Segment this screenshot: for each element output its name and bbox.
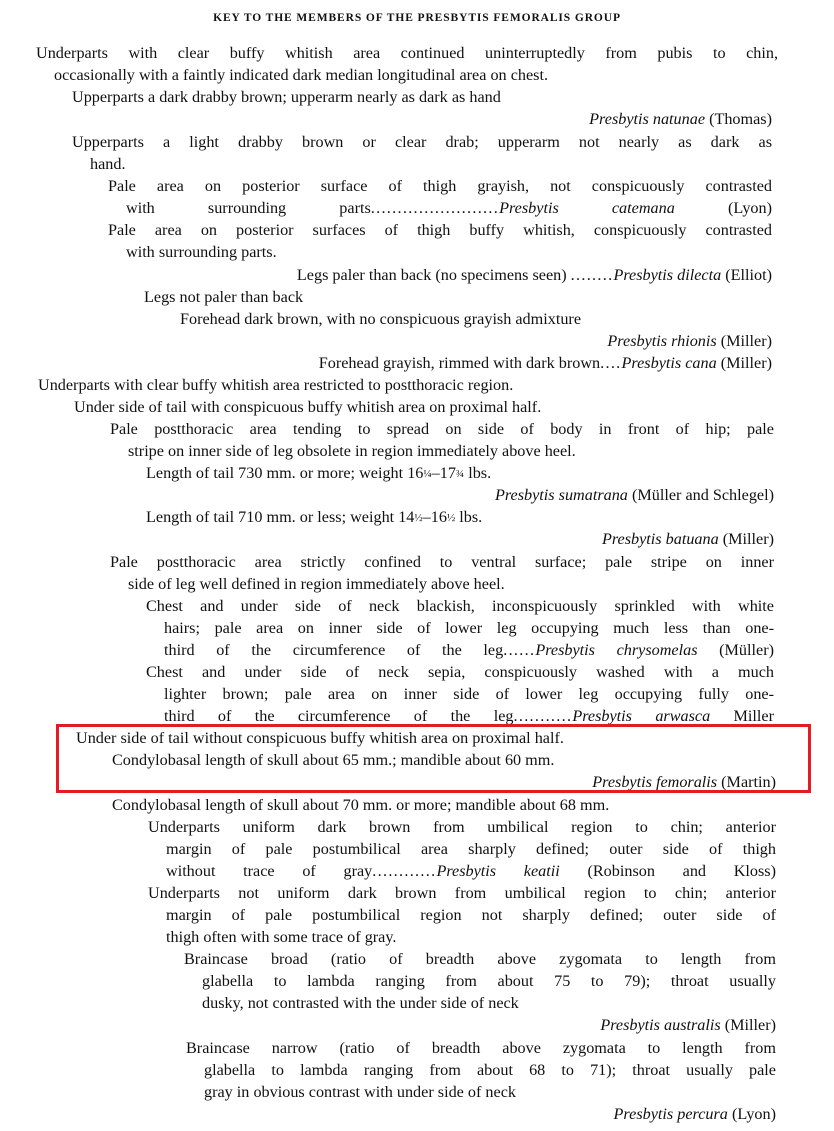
species-name: Presbytis arwasca: [572, 707, 711, 726]
key-line: Underparts uniform dark brown from umbilical region to chin; anterior: [148, 818, 776, 836]
key-line: stripe on inner side of leg obsolete in region immediately above heel.: [128, 442, 576, 460]
species-line: [146, 528, 774, 550]
dot-leader: ........................: [370, 199, 500, 217]
key-entry-tail-710: [146, 506, 774, 550]
key-line: Condylobasal length of skull about 65 mm.; mandible about 60 mm.: [112, 751, 555, 769]
key-line: lighter brown; pale area on inner side of lower leg occupying fully one-: [164, 685, 774, 703]
species-line: [144, 264, 772, 286]
key-line: gray in obvious contrast with under side of neck: [204, 1083, 516, 1102]
key-entry-upperparts-light: [72, 131, 772, 153]
dot-leader: ............: [372, 862, 437, 881]
key-entry-legs-paler: [144, 264, 772, 286]
species-line: [180, 352, 772, 374]
species-name: Presbytis batuana: [601, 530, 719, 549]
species-line: [202, 1014, 776, 1036]
key-entry-condylobasal-70: [112, 794, 792, 816]
key-entry-tail-without-buffy: [76, 727, 776, 749]
key-line: glabella to lambda ranging from about 75 to 79); throat usually: [202, 972, 776, 990]
key-line: Braincase narrow (ratio of breadth above zygomata to length from: [186, 1039, 776, 1057]
key-entry-braincase-broad-cont: [202, 970, 776, 1037]
key-entry-postthoracic-confined: [110, 551, 774, 573]
species-authority: Miller: [710, 707, 774, 726]
species-name: Presbytis australis: [600, 1016, 721, 1035]
key-entry-braincase-broad: [184, 948, 776, 970]
key-line: Upperparts a dark drabby brown; upperarm nearly as dark as hand: [72, 88, 501, 106]
species-authority: (Robinson and Kloss): [559, 862, 776, 881]
key-line: Pale postthoracic area strictly confined to ventral surface; pale stripe on inner: [110, 553, 774, 571]
species-name: Presbytis rhionis: [607, 332, 717, 351]
key-entry-underparts-uniform-cont: [166, 838, 776, 882]
fraction: ½: [414, 512, 423, 524]
species-line: [112, 771, 776, 793]
key-line-text: lbs.: [464, 464, 492, 482]
key-line: occasionally with a faintly indicated dark median longitudinal area on chest.: [54, 66, 549, 84]
key-line-text: –17: [431, 464, 456, 482]
key-line: Forehead dark brown, with no conspicuous grayish admixture: [180, 310, 582, 328]
dot-leader: ........: [570, 266, 614, 284]
key-line: Underparts with clear buffy whitish area restricted to postthoracic region.: [38, 376, 514, 394]
key-line-text: third of the circumference of the leg: [164, 707, 514, 726]
species-authority: (Elliot): [721, 266, 772, 284]
key-entry-postthoracic-spread-cont: [128, 440, 774, 462]
key-line: Underparts not uniform dark brown from umbilical region to chin; anterior: [148, 884, 776, 902]
fraction: ½: [446, 512, 456, 524]
key-line-text: Length of tail 710 mm. or less; weight 14: [146, 508, 415, 526]
fraction: ¼: [423, 468, 432, 480]
species-authority: (Lyon): [727, 1105, 776, 1124]
species-authority: (Martin): [717, 773, 776, 792]
key-entry-thigh-buffy-cont: [126, 241, 726, 263]
species-name: Presbytis sumatrana: [494, 486, 628, 505]
species-line: [164, 639, 774, 661]
key-entry-legs-not-paler: [144, 286, 744, 308]
species-line: [180, 330, 772, 352]
key-line: Underparts with clear buffy whitish area continued uninterruptedly from pubis to chin,: [36, 44, 778, 62]
species-name: Presbytis chrysomelas: [535, 641, 698, 660]
key-entry-upperparts-light-cont: [90, 153, 590, 175]
key-line-text: with surrounding parts: [126, 199, 371, 217]
fraction: ¾: [455, 468, 465, 480]
key-line: thigh often with some trace of gray.: [166, 928, 397, 947]
key-entry-underparts-continuous: [36, 42, 778, 64]
key-line: Braincase broad (ratio of breadth above zygomata to length from: [184, 950, 776, 968]
species-name: Presbytis percura: [613, 1105, 728, 1124]
key-line-text: –16: [422, 508, 447, 526]
key-entry-forehead-grayish: [180, 352, 772, 374]
key-entry-underparts-restricted: [38, 374, 738, 396]
species-line: [166, 860, 776, 882]
key-line-text: without trace of gray: [166, 862, 373, 881]
key-entry-chest-sepia-cont: [164, 683, 774, 727]
key-line: side of leg well defined in region immediately above heel.: [128, 575, 505, 593]
key-line: margin of pale postumbilical region not sharply defined; outer side of: [166, 906, 776, 924]
key-line: Legs not paler than back: [144, 288, 304, 306]
key-entry-condylobasal-65: [112, 749, 776, 793]
key-line: [146, 462, 774, 484]
species-name: Presbytis femoralis: [592, 773, 718, 792]
key-entry-braincase-narrow-cont: [204, 1059, 776, 1126]
key-line: hand.: [90, 155, 126, 173]
key-line: Under side of tail with conspicuous buffy whitish area on proximal half.: [74, 398, 542, 416]
species-name: Presbytis dilecta: [613, 266, 722, 284]
species-name: Presbytis natunae: [589, 110, 706, 129]
key-line-text: Legs paler than back (no specimens seen): [296, 266, 571, 284]
species-line: [204, 1103, 776, 1125]
key-line: Pale area on posterior surfaces of thigh buffy whitish, conspicuously contrasted: [108, 221, 772, 239]
key-line-text: third of the circumference of the leg: [164, 641, 504, 660]
key-line: Chest and under side of neck sepia, conspicuously washed with a much: [146, 663, 774, 681]
species-name: Presbytis keatii: [436, 862, 560, 881]
species-line: [146, 484, 774, 506]
key-line: Under side of tail without conspicuous buffy whitish area on proximal half.: [76, 729, 564, 747]
key-line: dusky, not contrasted with the under side of neck: [202, 994, 519, 1013]
dot-leader: ......: [503, 641, 536, 660]
key-line: Chest and under side of neck blackish, inconspicuously sprinkled with white: [146, 597, 774, 615]
key-entry-thigh-buffy: [108, 219, 772, 241]
key-entry-chest-blackish-cont: [164, 617, 774, 661]
key-entry-forehead-dark: [180, 308, 772, 352]
key-entry-tail-730: [146, 462, 774, 506]
key-line: glabella to lambda ranging from about 68 to 71); throat usually pale: [204, 1061, 776, 1079]
species-line: [164, 705, 774, 727]
species-name: Presbytis cana: [621, 354, 717, 372]
key-entry-chest-sepia: [146, 661, 774, 683]
key-entry-thigh-grayish-cont: [126, 197, 772, 219]
key-entry-postthoracic-spread: [110, 418, 774, 440]
key-entry-underparts-not-uniform: [148, 882, 776, 904]
species-line: [72, 108, 772, 130]
key-line: hairs; pale area on inner side of lower leg occupying much less than one-: [164, 619, 774, 637]
dot-leader: ....: [600, 354, 622, 372]
species-authority: (Miller): [716, 354, 772, 372]
species-authority: (Müller and Schlegel): [627, 486, 774, 505]
key-line: [146, 506, 774, 528]
key-line: Condylobasal length of skull about 70 mm. or more; mandible about 68 mm.: [112, 796, 610, 814]
key-line: Upperparts a light drabby brown or clear drab; upperarm not nearly as dark as: [72, 133, 772, 151]
key-line-text: Length of tail 730 mm. or more; weight 16: [146, 464, 424, 482]
key-line: margin of pale postumbilical area sharply defined; outer side of thigh: [166, 840, 776, 858]
key-entry-upperparts-dark: [72, 86, 772, 130]
species-authority: (Miller): [720, 1016, 776, 1035]
key-entry-underparts-not-uniform-cont: [166, 904, 776, 948]
species-authority: (Miller): [718, 530, 774, 549]
key-line: Pale postthoracic area tending to spread on side of body in front of hip; pale: [110, 420, 774, 438]
key-line-text: Forehead grayish, rimmed with dark brown: [318, 354, 601, 372]
key-entry-postthoracic-confined-cont: [128, 573, 774, 595]
key-entry-chest-blackish: [146, 595, 774, 617]
species-authority: (Miller): [716, 332, 772, 351]
key-entry-thigh-grayish: [108, 175, 772, 197]
key-entry-tail-buffy: [74, 396, 774, 418]
species-authority: (Müller): [697, 641, 774, 660]
species-line: [126, 197, 772, 219]
species-name: Presbytis catemana: [499, 199, 675, 217]
page-title: KEY TO THE MEMBERS OF THE PRESBYTIS FEMORALIS GROUP: [213, 12, 621, 24]
key-line-text: lbs.: [455, 508, 483, 526]
key-line: with surrounding parts.: [126, 243, 277, 261]
key-entry-underparts-uniform: [148, 816, 776, 838]
dot-leader: ...........: [513, 707, 573, 726]
species-authority: (Thomas): [705, 110, 772, 129]
key-line: Pale area on posterior surface of thigh grayish, not conspicuously contrasted: [108, 177, 772, 195]
species-authority: (Lyon): [674, 199, 773, 217]
key-entry-underparts-continuous-cont: [54, 64, 754, 86]
key-entry-braincase-narrow: [186, 1037, 776, 1059]
